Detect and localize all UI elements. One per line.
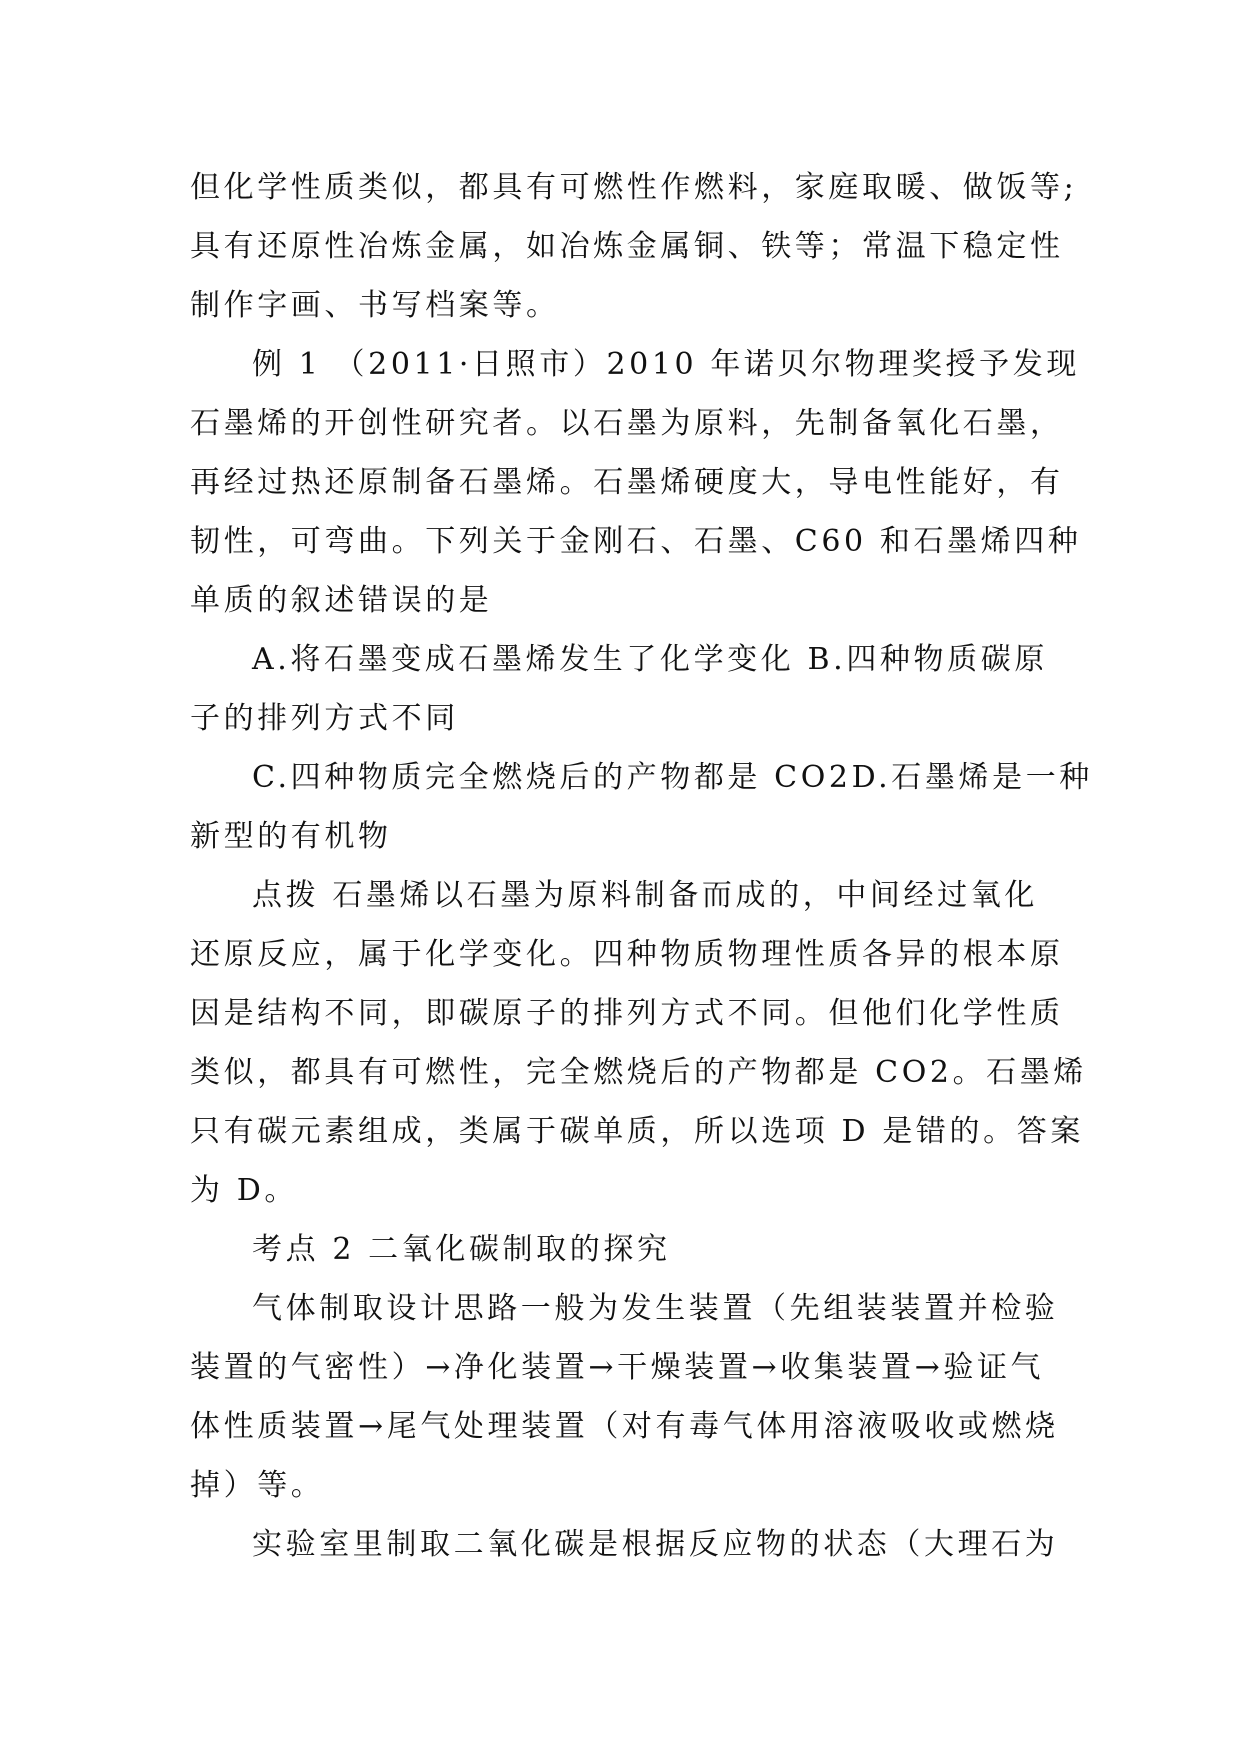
text-line: 只有碳元素组成，类属于碳单质，所以选项 D 是错的。答案 <box>190 1114 1084 1149</box>
text-line: 韧性，可弯曲。下列关于金刚石、石墨、C60 和石墨烯四种 <box>190 524 1082 559</box>
text-line: 实验室里制取二氧化碳是根据反应物的状态（大理石为 <box>252 1527 1059 1562</box>
text-line: 子的排列方式不同 <box>190 701 459 736</box>
text-line: 体性质装置→尾气处理装置（对有毒气体用溶液吸收或燃烧 <box>190 1409 1059 1444</box>
text-line: 还原反应，属于化学变化。四种物质物理性质各异的根本原 <box>190 937 1064 972</box>
text-line: 但化学性质类似，都具有可燃性作燃料，家庭取暖、做饭等; <box>190 170 1078 205</box>
text-line: 类似，都具有可燃性，完全燃烧后的产物都是 CO2。石墨烯 <box>190 1055 1087 1090</box>
text-line: 新型的有机物 <box>190 819 392 854</box>
text-line: 因是结构不同，即碳原子的排列方式不同。但他们化学性质 <box>190 996 1064 1031</box>
text-line: 单质的叙述错误的是 <box>190 583 493 618</box>
example-heading-line: 例 1 （2011·日照市）2010 年诺贝尔物理奖授予发现 <box>252 347 1080 382</box>
text-line: 气体制取设计思路一般为发生装置（先组装装置并检验 <box>252 1291 1059 1326</box>
text-line: 装置的气密性）→净化装置→干燥装置→收集装置→验证气 <box>190 1350 1045 1385</box>
text-line: 具有还原性冶炼金属，如冶炼金属铜、铁等；常温下稳定性 <box>190 229 1064 264</box>
text-line: 再经过热还原制备石墨烯。石墨烯硬度大，导电性能好，有 <box>190 465 1064 500</box>
hint-line: 点拨 石墨烯以石墨为原料制备而成的，中间经过氧化 <box>252 878 1038 913</box>
document-body <box>190 158 1093 1574</box>
section-heading: 考点 2 二氧化碳制取的探究 <box>252 1232 671 1267</box>
text-line: 石墨烯的开创性研究者。以石墨为原料，先制备氧化石墨， <box>190 406 1064 441</box>
text-line: 掉）等。 <box>190 1468 325 1503</box>
option-line: C.四种物质完全燃烧后的产物都是 CO2D.石墨烯是一种 <box>252 760 1093 795</box>
text-line: 为 D。 <box>190 1173 298 1208</box>
text-line: 制作字画、书写档案等。 <box>190 288 560 323</box>
option-line: A.将石墨变成石墨烯发生了化学变化 B.四种物质碳原 <box>252 642 1048 677</box>
